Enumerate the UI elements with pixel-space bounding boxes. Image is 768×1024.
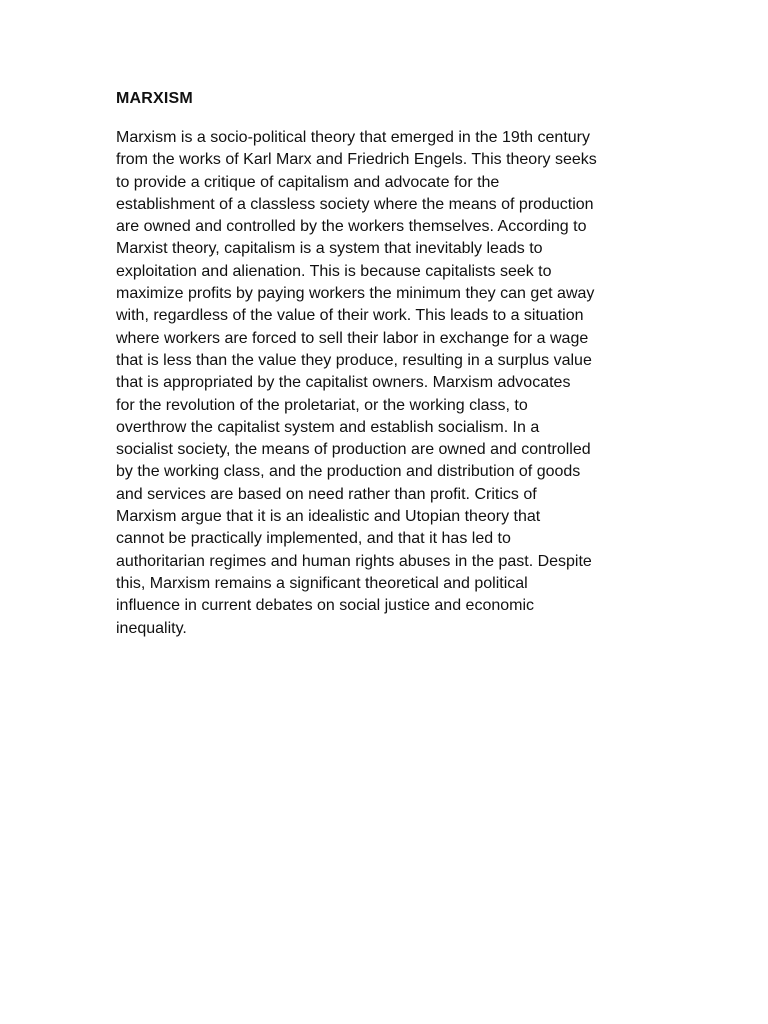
body-line: overthrow the capitalist system and establish socialism. In a xyxy=(116,418,540,436)
body-line: Marxism argue that it is an idealistic and Utopian theory that xyxy=(116,508,541,526)
body-line: this, Marxism remains a significant theoretical and political xyxy=(116,574,528,592)
body-line: establishment of a classless society where the means of production xyxy=(116,195,594,213)
body-line: for the revolution of the proletariat, or the working class, to xyxy=(116,396,528,414)
body-line: from the works of Karl Marx and Friedrich Engels. This theory seeks xyxy=(116,151,597,169)
body-line: to provide a critique of capitalism and advocate for the xyxy=(116,173,500,191)
body-line: maximize profits by paying workers the minimum they can get away xyxy=(116,285,595,303)
body-line: by the working class, and the production and distribution of goods xyxy=(116,463,581,481)
body-line: Marxism is a socio-political theory that emerged in the 19th century xyxy=(116,129,590,146)
body-line: that is less than the value they produce, resulting in a surplus value xyxy=(116,351,592,369)
document-body xyxy=(116,127,658,640)
body-line: with, regardless of the value of their work. This leads to a situation xyxy=(116,307,584,325)
body-line: are owned and controlled by the workers themselves. According to xyxy=(116,218,587,236)
body-line: influence in current debates on social justice and economic xyxy=(116,597,535,615)
body-line: Marxist theory, capitalism is a system that inevitably leads to xyxy=(116,240,543,258)
body-line: and services are based on need rather than profit. Critics of xyxy=(116,485,537,503)
body-line: cannot be practically implemented, and that it has led to xyxy=(116,530,511,548)
body-line: that is appropriated by the capitalist owners. Marxism advocates xyxy=(116,374,571,392)
body-line: inequality. xyxy=(116,619,187,637)
body-line: where workers are forced to sell their labor in exchange for a wage xyxy=(116,329,589,347)
body-line: socialist society, the means of production are owned and controlled xyxy=(116,441,591,459)
body-line: exploitation and alienation. This is because capitalists seek to xyxy=(116,262,552,280)
document-title: MARXISM xyxy=(116,90,193,107)
body-line: authoritarian regimes and human rights abuses in the past. Despite xyxy=(116,552,592,570)
